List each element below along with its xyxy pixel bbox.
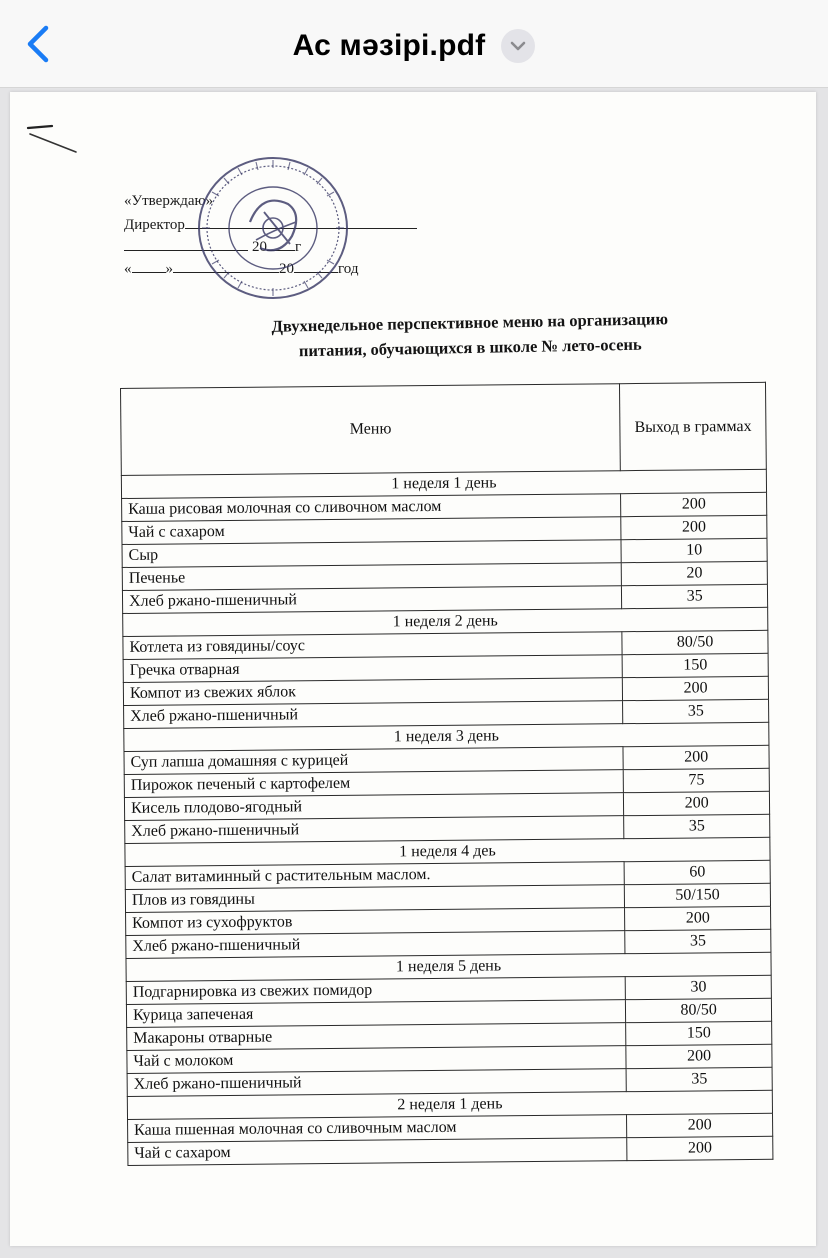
dish-name: Чай с сахаром bbox=[122, 517, 622, 545]
section-title: 1 неделя 3 день bbox=[124, 722, 769, 751]
dish-name: Печенье bbox=[122, 563, 622, 591]
column-header-grams: Выход в граммах bbox=[620, 382, 767, 470]
dish-grams: 200 bbox=[624, 791, 770, 815]
section-title: 1 неделя 1 день bbox=[121, 469, 766, 498]
dish-name: Компот из сухофруктов bbox=[126, 908, 626, 936]
dish-name: Хлеб ржано-пшеничный bbox=[127, 1069, 627, 1097]
dish-grams: 35 bbox=[624, 814, 770, 838]
dish-name: Хлеб ржано-пшеничный bbox=[124, 701, 624, 729]
dish-grams: 200 bbox=[623, 676, 769, 700]
date-quote-open: « bbox=[124, 261, 132, 277]
top-bar bbox=[0, 0, 828, 88]
dish-grams: 60 bbox=[624, 860, 770, 884]
dish-grams: 35 bbox=[626, 1067, 772, 1091]
section-title: 1 неделя 5 день bbox=[126, 952, 771, 981]
dish-name: Подгарнировка из свежих помидор bbox=[126, 977, 626, 1005]
dish-name: Компот из свежих яблок bbox=[123, 678, 623, 706]
dish-name: Каша рисовая молочная со сливочном маслом bbox=[122, 494, 622, 522]
dish-grams: 200 bbox=[621, 492, 767, 516]
heading-line-2: питания, обучающихся в школе № лето-осень bbox=[298, 334, 642, 361]
dish-grams: 35 bbox=[622, 584, 768, 608]
chevron-down-icon bbox=[510, 41, 526, 51]
section-title: 1 неделя 4 деь bbox=[125, 837, 770, 866]
date-year-prefix: 20 bbox=[279, 261, 294, 277]
approval-heading: «Утверждаю» bbox=[124, 193, 214, 209]
document-title: Ас мәзірі.pdf bbox=[292, 29, 486, 62]
dish-grams: 200 bbox=[627, 1136, 773, 1160]
date-quote-close: » bbox=[165, 261, 173, 277]
document-heading bbox=[200, 305, 741, 365]
dish-grams: 80/50 bbox=[622, 630, 768, 654]
dish-name: Хлеб ржано-пшеничный bbox=[122, 586, 622, 614]
dish-name: Плов из говядины bbox=[125, 885, 625, 913]
dish-name: Кисель плодово-ягодный bbox=[124, 793, 624, 821]
dish-name: Хлеб ржано-пшеничный bbox=[125, 816, 625, 844]
dish-grams: 35 bbox=[625, 929, 771, 953]
pen-mark bbox=[22, 118, 80, 158]
dish-grams: 30 bbox=[625, 975, 771, 999]
title-area bbox=[0, 24, 828, 68]
dish-grams: 20 bbox=[622, 561, 768, 585]
dish-name: Макароны отварные bbox=[127, 1023, 627, 1051]
dish-grams: 200 bbox=[621, 515, 767, 539]
table-header-row bbox=[121, 382, 767, 475]
dish-name: Хлеб ржано-пшеничный bbox=[126, 931, 626, 959]
dish-name: Чай с сахаром bbox=[128, 1138, 628, 1166]
dish-grams: 10 bbox=[621, 538, 767, 562]
dish-name: Гречка отварная bbox=[123, 655, 623, 683]
dish-name: Чай с молоком bbox=[127, 1046, 627, 1074]
section-title: 1 неделя 2 день bbox=[123, 607, 768, 636]
menu-table-wrap bbox=[120, 382, 779, 1166]
dish-name: Курица запеченая bbox=[126, 1000, 626, 1028]
dish-grams: 50/150 bbox=[625, 883, 771, 907]
section-title: 2 неделя 1 день bbox=[127, 1090, 772, 1119]
dish-grams: 200 bbox=[623, 745, 769, 769]
dish-grams: 75 bbox=[623, 768, 769, 792]
dish-grams: 150 bbox=[626, 1021, 772, 1045]
dish-grams: 200 bbox=[627, 1113, 773, 1137]
title-menu-button[interactable] bbox=[501, 29, 535, 63]
dish-grams: 200 bbox=[625, 906, 771, 930]
official-seal bbox=[192, 152, 354, 304]
dish-grams: 35 bbox=[623, 699, 769, 723]
dish-name: Салат витаминный с растительным маслом. bbox=[125, 862, 625, 890]
column-header-menu: Меню bbox=[121, 384, 621, 476]
year-prefix: 20 bbox=[252, 239, 267, 255]
dish-grams: 80/50 bbox=[626, 998, 772, 1022]
dish-name: Сыр bbox=[122, 540, 622, 568]
dish-grams: 150 bbox=[622, 653, 768, 677]
blank-line bbox=[132, 256, 166, 273]
director-label: Директор bbox=[124, 217, 185, 233]
dish-name: Котлета из говядины/соус bbox=[123, 632, 623, 660]
year-suffix: г bbox=[295, 239, 302, 255]
dish-grams: 200 bbox=[626, 1044, 772, 1068]
dish-name: Каша пшенная молочная со сливочным маслом bbox=[128, 1115, 628, 1143]
heading-line-1: Двухнедельное перспективное меню на организацию bbox=[271, 309, 669, 336]
date-year-suffix: год bbox=[338, 261, 359, 277]
menu-table bbox=[120, 382, 773, 1166]
dish-name: Пирожок печеный с картофелем bbox=[124, 770, 624, 798]
dish-name: Суп лапша домашняя с курицей bbox=[124, 747, 624, 775]
